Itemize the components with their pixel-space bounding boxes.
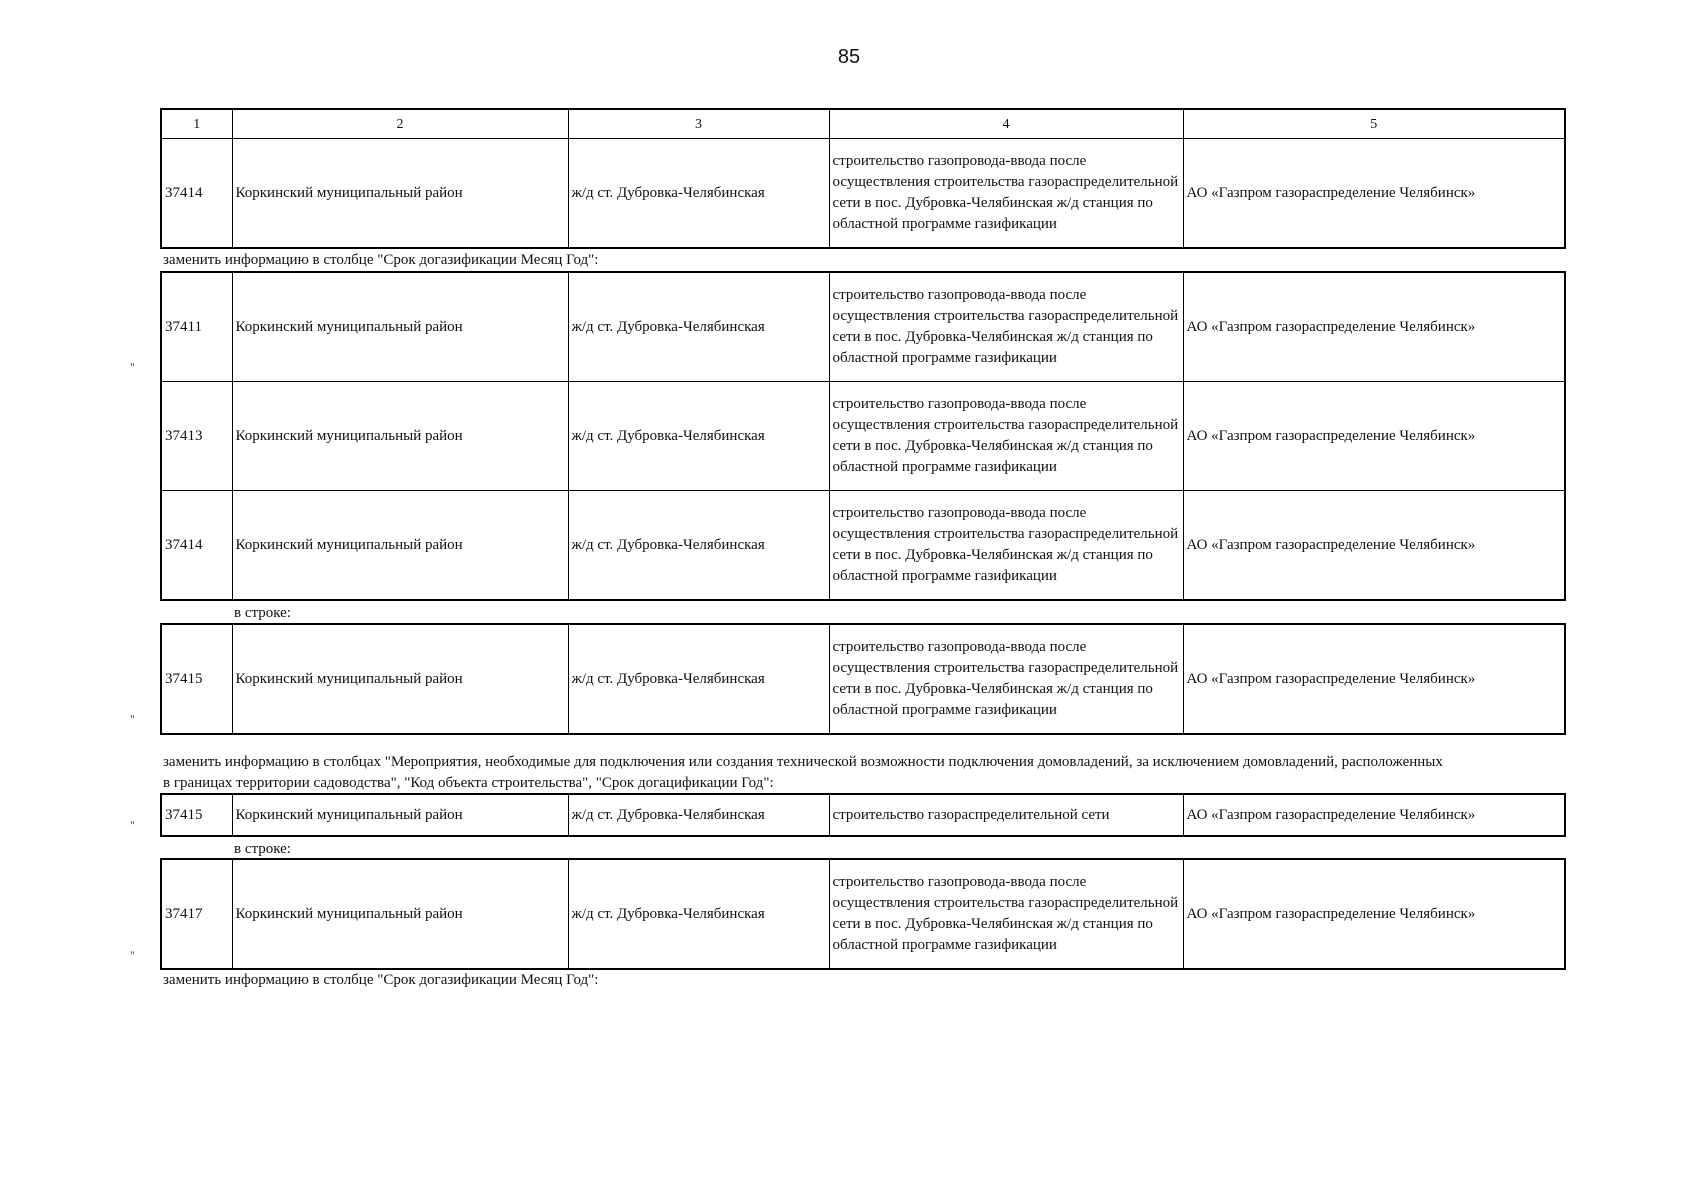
table-row: [161, 491, 1565, 601]
quote-mark: ": [130, 712, 135, 726]
operator: АО «Газпром газораспределение Челябинск»: [1183, 859, 1565, 969]
data-table: [160, 271, 1566, 601]
locality: ж/д ст. Дубровка-Челябинская: [568, 794, 829, 836]
table-section-5: [160, 858, 1564, 970]
district: Коркинский муниципальный район: [232, 859, 568, 969]
column-number: 1: [161, 109, 232, 139]
column-number: 4: [829, 109, 1183, 139]
activity: строительство газопровода-ввода после осуществления строительства газораспределительной сети в пос. Дубровка-Челябинская ж/д станция по областной программе газификации: [829, 272, 1183, 382]
operator: АО «Газпром газораспределение Челябинск»: [1183, 624, 1565, 734]
district: Коркинский муниципальный район: [232, 139, 568, 249]
table-row: [161, 139, 1565, 249]
instruction-text: [163, 752, 1567, 794]
data-table: [160, 623, 1566, 735]
activity: строительство газопровода-ввода после осуществления строительства газораспределительной сети в пос. Дубровка-Челябинская ж/д станция по областной программе газификации: [829, 382, 1183, 491]
table-row: [161, 382, 1565, 491]
object-code: 37411: [161, 272, 232, 382]
instruction-text: в строке:: [234, 841, 291, 857]
data-table: [160, 858, 1566, 970]
operator: АО «Газпром газораспределение Челябинск»: [1183, 139, 1565, 249]
locality: ж/д ст. Дубровка-Челябинская: [568, 859, 829, 969]
operator: АО «Газпром газораспределение Челябинск»: [1183, 382, 1565, 491]
district: Коркинский муниципальный район: [232, 272, 568, 382]
table-section-2: [160, 271, 1564, 601]
object-code: 37414: [161, 491, 232, 601]
district: Коркинский муниципальный район: [232, 624, 568, 734]
table-section-4: [160, 793, 1564, 837]
data-table: [160, 108, 1566, 249]
quote-mark: ": [130, 948, 135, 962]
page-number: 85: [837, 46, 861, 68]
instruction-line: в границах территории садоводства", "Код объекта строительства", "Срок догацификации Год":: [163, 775, 774, 791]
table-section-1: [160, 108, 1564, 249]
quote-mark: ": [130, 818, 135, 832]
activity: строительство газопровода-ввода после осуществления строительства газораспределительной сети в пос. Дубровка-Челябинская ж/д станция по областной программе газификации: [829, 859, 1183, 969]
object-code: 37417: [161, 859, 232, 969]
column-number: 5: [1183, 109, 1565, 139]
table-row: [161, 859, 1565, 969]
district: Коркинский муниципальный район: [232, 382, 568, 491]
locality: ж/д ст. Дубровка-Челябинская: [568, 139, 829, 249]
object-code: 37413: [161, 382, 232, 491]
locality: ж/д ст. Дубровка-Челябинская: [568, 382, 829, 491]
instruction-text: в строке:: [234, 605, 291, 621]
quote-mark: ": [130, 360, 135, 374]
activity: строительство газопровода-ввода после осуществления строительства газораспределительной сети в пос. Дубровка-Челябинская ж/д станция по областной программе газификации: [829, 624, 1183, 734]
object-code: 37415: [161, 794, 232, 836]
table-section-3: [160, 623, 1564, 735]
table-row: [161, 624, 1565, 734]
instruction-text: заменить информацию в столбце "Срок догазификации Месяц Год":: [163, 972, 599, 988]
object-code: 37414: [161, 139, 232, 249]
column-number: 3: [568, 109, 829, 139]
column-number: 2: [232, 109, 568, 139]
table-row: [161, 794, 1565, 836]
activity: строительство газораспределительной сети: [829, 794, 1183, 836]
locality: ж/д ст. Дубровка-Челябинская: [568, 491, 829, 601]
object-code: 37415: [161, 624, 232, 734]
column-number-header: [161, 109, 1565, 139]
locality: ж/д ст. Дубровка-Челябинская: [568, 272, 829, 382]
activity: строительство газопровода-ввода после осуществления строительства газораспределительной сети в пос. Дубровка-Челябинская ж/д станция по областной программе газификации: [829, 139, 1183, 249]
operator: АО «Газпром газораспределение Челябинск»: [1183, 491, 1565, 601]
activity: строительство газопровода-ввода после осуществления строительства газораспределительной сети в пос. Дубровка-Челябинская ж/д станция по областной программе газификации: [829, 491, 1183, 601]
locality: ж/д ст. Дубровка-Челябинская: [568, 624, 829, 734]
instruction-text: заменить информацию в столбце "Срок догазификации Месяц Год":: [163, 252, 599, 268]
table-row: [161, 272, 1565, 382]
district: Коркинский муниципальный район: [232, 491, 568, 601]
district: Коркинский муниципальный район: [232, 794, 568, 836]
operator: АО «Газпром газораспределение Челябинск»: [1183, 272, 1565, 382]
operator: АО «Газпром газораспределение Челябинск»: [1183, 794, 1565, 836]
data-table: [160, 793, 1566, 837]
instruction-line: заменить информацию в столбцах "Мероприятия, необходимые для подключения или создания технической возможности подключения домовладений, за исключением домовладений, расположенных: [163, 754, 1443, 770]
